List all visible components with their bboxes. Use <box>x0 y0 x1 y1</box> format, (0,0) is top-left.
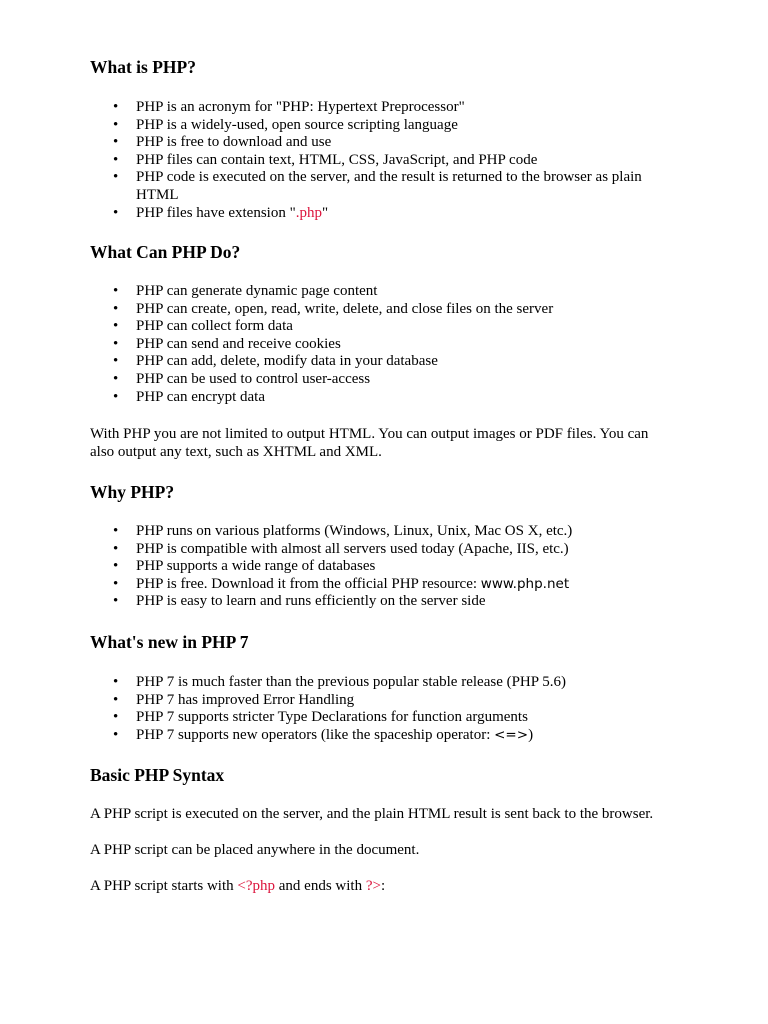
list-what-can-php-do <box>90 283 736 406</box>
paragraph-text: : <box>380 878 386 894</box>
php-net-link[interactable]: www.php.net <box>480 575 570 592</box>
list-item: • PHP supports a wide range of databases <box>136 558 736 576</box>
list-item: • PHP can encrypt data <box>136 389 736 407</box>
list-item: • PHP code is executed on the server, and the result is returned to the browser as plain HTML <box>136 169 646 204</box>
list-item: • PHP is easy to learn and runs efficiently on the server side <box>136 593 736 611</box>
paragraph-text: A PHP script starts with <box>90 878 238 894</box>
list-item: • PHP is free to download and use <box>136 134 736 152</box>
list-item: • PHP runs on various platforms (Windows, Linux, Unix, Mac OS X, etc.) <box>136 523 736 541</box>
paragraph-executed-on-server: A PHP script is executed on the server, and the plain HTML result is sent back to the browser. <box>90 806 654 822</box>
list-item: • PHP is compatible with almost all servers used today (Apache, IIS, etc.) <box>136 541 736 559</box>
php-extension-code: .php <box>295 204 322 221</box>
list-what-is-php <box>90 99 736 222</box>
list-item: • PHP can generate dynamic page content <box>136 283 736 301</box>
list-item <box>136 205 736 223</box>
list-item: • PHP can collect form data <box>136 318 736 336</box>
list-item <box>136 727 736 745</box>
paragraph-placed-anywhere: A PHP script can be placed anywhere in the document. <box>90 842 420 858</box>
list-item: • PHP 7 is much faster than the previous popular stable release (PHP 5.6) <box>136 674 736 692</box>
list-item: • PHP can add, delete, modify data in your database <box>136 353 736 371</box>
paragraph-output: With PHP you are not limited to output HTML. You can output images or PDF files. You can also output any text, such as XHTML and XML. <box>90 426 649 460</box>
list-item-text: PHP is free. Download it from the official PHP resource: <box>136 575 481 592</box>
list-item-text: " <box>321 204 329 221</box>
heading-whats-new-php7: What's new in PHP 7 <box>90 632 249 652</box>
php-close-tag-code: ?> <box>365 878 381 894</box>
list-item: • PHP can send and receive cookies <box>136 336 736 354</box>
list-item: • PHP can be used to control user-access <box>136 371 736 389</box>
heading-basic-php-syntax: Basic PHP Syntax <box>90 765 225 785</box>
list-item: • PHP can create, open, read, write, delete, and close files on the server <box>136 301 736 319</box>
paragraph-script-tags <box>90 878 690 896</box>
list-item: • PHP 7 supports stricter Type Declarations for function arguments <box>136 709 736 727</box>
heading-what-is-php: What is PHP? <box>90 57 196 77</box>
list-item-text: ) <box>528 726 534 743</box>
list-item <box>136 576 736 594</box>
list-item: • PHP 7 has improved Error Handling <box>136 692 736 710</box>
list-whats-new-php7 <box>90 674 736 744</box>
list-item: • PHP is an acronym for "PHP: Hypertext Preprocessor" <box>136 99 736 117</box>
list-item: • PHP files can contain text, HTML, CSS, JavaScript, and PHP code <box>136 152 736 170</box>
list-item: • PHP is a widely-used, open source scripting language <box>136 117 736 135</box>
spaceship-operator-code: <=> <box>494 726 529 743</box>
list-item-text: PHP files have extension " <box>136 204 296 221</box>
list-why-php <box>90 523 736 611</box>
paragraph-text: and ends with <box>275 878 366 894</box>
php-open-tag-code: <?php <box>237 878 275 894</box>
heading-why-php: Why PHP? <box>90 482 175 502</box>
list-item-text: PHP 7 supports new operators (like the spaceship operator: <box>136 726 495 743</box>
heading-what-can-php-do: What Can PHP Do? <box>90 242 241 262</box>
